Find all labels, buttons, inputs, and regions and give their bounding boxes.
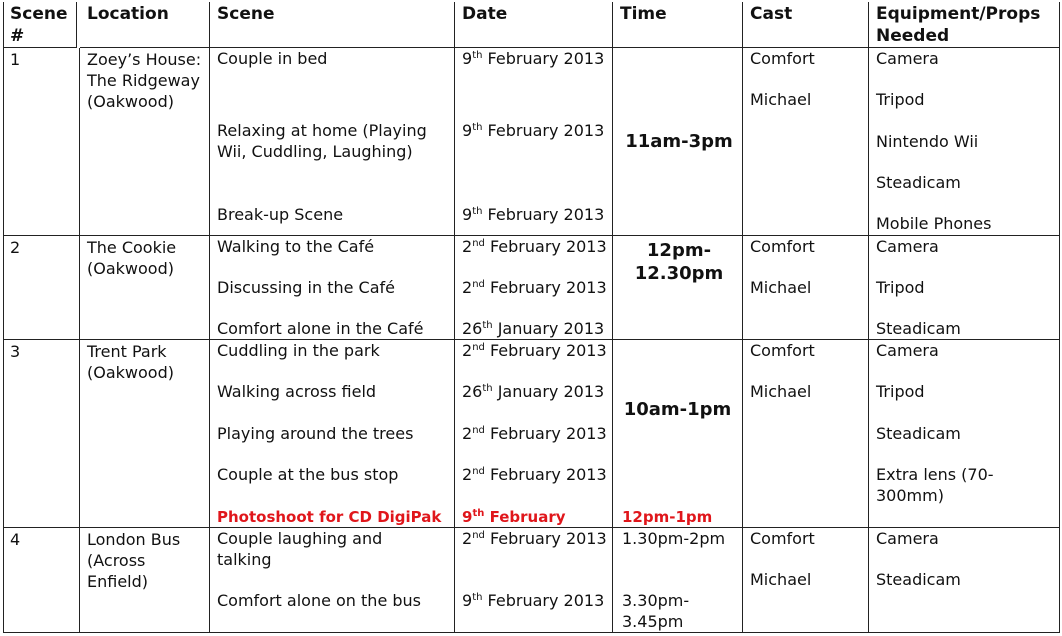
photoshoot-scene: Photoshoot for CD DigiPak bbox=[217, 508, 442, 526]
time-text: 3.30pm-3.45pm bbox=[622, 591, 690, 631]
equipment-item: Camera bbox=[876, 237, 939, 256]
header-location: Location bbox=[80, 2, 210, 48]
cast-cell bbox=[743, 528, 869, 633]
equipment-item: Nintendo Wii bbox=[876, 132, 979, 151]
equipment-cell bbox=[869, 528, 1060, 633]
scene-line: Couple at the bus stop bbox=[217, 465, 399, 484]
scene-line: Playing around the trees bbox=[217, 424, 414, 443]
equipment-item: Steadicam bbox=[876, 173, 961, 192]
equipment-item: Camera bbox=[876, 529, 939, 548]
scene-number-cell: 4 bbox=[3, 528, 80, 633]
date-cell bbox=[455, 236, 613, 340]
equipment-item: Mobile Phones bbox=[876, 214, 992, 233]
scene-line: Couple laughing and talking bbox=[217, 529, 383, 569]
equipment-item: Camera bbox=[876, 49, 939, 68]
header-scene-number: Scene # bbox=[3, 2, 77, 48]
scene-cell bbox=[210, 340, 455, 528]
photoshoot-date: 9th February bbox=[462, 508, 566, 526]
cast-member: Comfort bbox=[750, 237, 815, 256]
equipment-item: Tripod bbox=[876, 90, 925, 109]
photoshoot-time: 12pm-1pm bbox=[622, 508, 713, 526]
cast-member: Michael bbox=[750, 278, 812, 297]
header-equipment: Equipment/Props Needed bbox=[869, 2, 1060, 48]
location-cell: The Cookie (Oakwood) bbox=[80, 236, 210, 340]
scene-line: Comfort alone on the bus bbox=[217, 591, 422, 610]
scene-line: Cuddling in the park bbox=[217, 341, 380, 360]
time-text: 10am-1pm bbox=[623, 399, 732, 420]
scene-line: Walking across field bbox=[217, 382, 377, 401]
scene-cell bbox=[210, 236, 455, 340]
date-cell bbox=[455, 48, 613, 236]
date-cell bbox=[455, 340, 613, 528]
header-scene: Scene bbox=[210, 2, 455, 48]
date-line: 2nd February 2013 bbox=[462, 237, 607, 256]
shooting-schedule-table-frame bbox=[3, 2, 1060, 633]
date-line: 2nd February 2013 bbox=[462, 341, 607, 360]
cast-cell bbox=[743, 48, 869, 236]
cast-cell bbox=[743, 340, 869, 528]
date-line: 26th January 2013 bbox=[462, 319, 605, 338]
equipment-item: Camera bbox=[876, 341, 939, 360]
header-date: Date bbox=[455, 2, 613, 48]
date-line: 9th February 2013 bbox=[462, 49, 605, 68]
location-cell: Trent Park (Oakwood) bbox=[80, 340, 210, 528]
scene-line: Comfort alone in the Café bbox=[217, 319, 424, 338]
equipment-item: Steadicam bbox=[876, 424, 961, 443]
equipment-item: Steadicam bbox=[876, 570, 961, 589]
time-text: 11am-3pm bbox=[625, 131, 733, 152]
date-line: 9th February 2013 bbox=[462, 205, 605, 224]
time-cell bbox=[613, 48, 743, 236]
equipment-item: Tripod bbox=[876, 278, 925, 297]
equipment-cell bbox=[869, 236, 1060, 340]
scene-line: Walking to the Café bbox=[217, 237, 375, 256]
scene-cell bbox=[210, 528, 455, 633]
time-text: 1.30pm-2pm bbox=[622, 529, 726, 548]
scene-line: Break-up Scene bbox=[217, 205, 344, 224]
cast-member: Comfort bbox=[750, 49, 815, 68]
equipment-cell bbox=[869, 48, 1060, 236]
date-line: 2nd February 2013 bbox=[462, 424, 607, 443]
scene-number-cell: 1 bbox=[3, 48, 80, 236]
cast-member: Michael bbox=[750, 90, 812, 109]
header-cast: Cast bbox=[743, 2, 869, 48]
date-line: 2nd February 2013 bbox=[462, 278, 607, 297]
scene-line: Couple in bed bbox=[217, 49, 328, 68]
cast-cell bbox=[743, 236, 869, 340]
cast-member: Michael bbox=[750, 570, 812, 589]
location-cell: Zoey’s House: The Ridgeway (Oakwood) bbox=[80, 48, 210, 236]
header-time: Time bbox=[613, 2, 743, 48]
equipment-cell bbox=[869, 340, 1060, 528]
cast-member: Comfort bbox=[750, 529, 815, 548]
time-cell bbox=[613, 236, 743, 340]
equipment-item: Extra lens (70-300mm) bbox=[876, 465, 994, 505]
time-cell bbox=[613, 340, 743, 528]
scene-cell bbox=[210, 48, 455, 236]
date-line: 26th January 2013 bbox=[462, 382, 605, 401]
location-cell: London Bus (Across Enfield) bbox=[80, 528, 210, 633]
date-line: 9th February 2013 bbox=[462, 591, 605, 610]
cast-member: Michael bbox=[750, 382, 812, 401]
date-line: 2nd February 2013 bbox=[462, 529, 607, 548]
date-line: 9th February 2013 bbox=[462, 121, 605, 140]
equipment-item: Steadicam bbox=[876, 319, 961, 338]
time-cell bbox=[613, 528, 743, 633]
equipment-item: Tripod bbox=[876, 382, 925, 401]
date-line: 2nd February 2013 bbox=[462, 465, 607, 484]
time-text: 12pm-12.30pm bbox=[634, 240, 724, 284]
date-cell bbox=[455, 528, 613, 633]
scene-number-cell: 2 bbox=[3, 236, 80, 340]
cast-member: Comfort bbox=[750, 341, 815, 360]
scene-line: Discussing in the Café bbox=[217, 278, 396, 297]
scene-line: Relaxing at home (Playing Wii, Cuddling, Laughing) bbox=[217, 121, 427, 161]
shooting-schedule-table bbox=[3, 2, 1060, 633]
scene-number-cell: 3 bbox=[3, 340, 80, 528]
